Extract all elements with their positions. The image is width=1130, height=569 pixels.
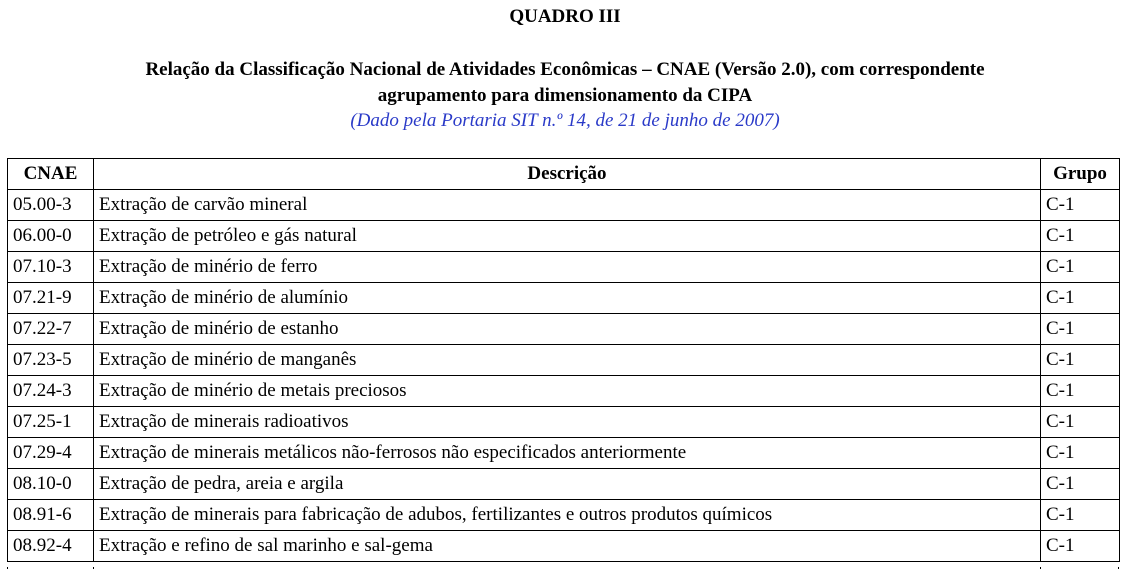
cell-cnae: 07.23-5 <box>8 345 94 376</box>
table-row <box>8 438 1120 469</box>
table-row <box>8 252 1120 283</box>
cell-grupo: C-1 <box>1041 221 1120 252</box>
cell-grupo: C-1 <box>1041 438 1120 469</box>
cell-cnae: 07.21-9 <box>8 283 94 314</box>
header-grupo: Grupo <box>1041 159 1120 190</box>
cell-cnae: 07.25-1 <box>8 407 94 438</box>
table-body <box>8 190 1120 562</box>
cell-descricao: Extração de minerais radioativos <box>94 407 1041 438</box>
document-subtitle-line-2: agrupamento para dimensionamento da CIPA <box>377 85 753 106</box>
cell-grupo: C-1 <box>1041 376 1120 407</box>
document-subtitle-line-1: Relação da Classificação Nacional de Atividades Econômicas – CNAE (Versão 2.0), com correspondente <box>145 59 985 80</box>
header-descricao: Descrição <box>94 159 1041 190</box>
cell-cnae: 07.10-3 <box>8 252 94 283</box>
table-row <box>8 469 1120 500</box>
cell-grupo: C-1 <box>1041 283 1120 314</box>
cnae-table <box>7 158 1120 562</box>
table-row <box>8 221 1120 252</box>
cell-descricao: Extração de minerais metálicos não-ferrosos não especificados anteriormente <box>94 438 1041 469</box>
cell-descricao: Extração de minério de estanho <box>94 314 1041 345</box>
table-row <box>8 283 1120 314</box>
table-row <box>8 376 1120 407</box>
cell-grupo: C-1 <box>1041 469 1120 500</box>
cell-descricao: Extração de carvão mineral <box>94 190 1041 221</box>
cell-descricao: Extração de petróleo e gás natural <box>94 221 1041 252</box>
cell-cnae: 08.10-0 <box>8 469 94 500</box>
table-row <box>8 314 1120 345</box>
cell-cnae: 06.00-0 <box>8 221 94 252</box>
cell-descricao: Extração de minerais para fabricação de adubos, fertilizantes e outros produtos químicos <box>94 500 1041 531</box>
cell-grupo: C-1 <box>1041 252 1120 283</box>
cell-grupo: C-1 <box>1041 345 1120 376</box>
cell-grupo: C-1 <box>1041 500 1120 531</box>
cell-descricao: Extração de pedra, areia e argila <box>94 469 1041 500</box>
cell-cnae: 07.24-3 <box>8 376 94 407</box>
table-row <box>8 407 1120 438</box>
cell-grupo: C-1 <box>1041 190 1120 221</box>
cell-descricao: Extração de minério de metais preciosos <box>94 376 1041 407</box>
cell-cnae: 07.22-7 <box>8 314 94 345</box>
table-row <box>8 190 1120 221</box>
header-cnae: CNAE <box>8 159 94 190</box>
table-row <box>8 500 1120 531</box>
table-row <box>8 531 1120 562</box>
table-header-row <box>8 159 1120 190</box>
cell-descricao: Extração e refino de sal marinho e sal-gema <box>94 531 1041 562</box>
cell-descricao: Extração de minério de manganês <box>94 345 1041 376</box>
cell-cnae: 07.29-4 <box>8 438 94 469</box>
ordinance-note: (Dado pela Portaria SIT n.º 14, de 21 de junho de 2007) <box>350 110 780 131</box>
cell-cnae: 08.91-6 <box>8 500 94 531</box>
cell-grupo: C-1 <box>1041 314 1120 345</box>
cell-grupo: C-1 <box>1041 407 1120 438</box>
cell-cnae: 08.92-4 <box>8 531 94 562</box>
cell-descricao: Extração de minério de ferro <box>94 252 1041 283</box>
cell-cnae: 05.00-3 <box>8 190 94 221</box>
cell-grupo: C-1 <box>1041 531 1120 562</box>
cell-descricao: Extração de minério de alumínio <box>94 283 1041 314</box>
table-row <box>8 345 1120 376</box>
document-title: QUADRO III <box>509 6 621 27</box>
